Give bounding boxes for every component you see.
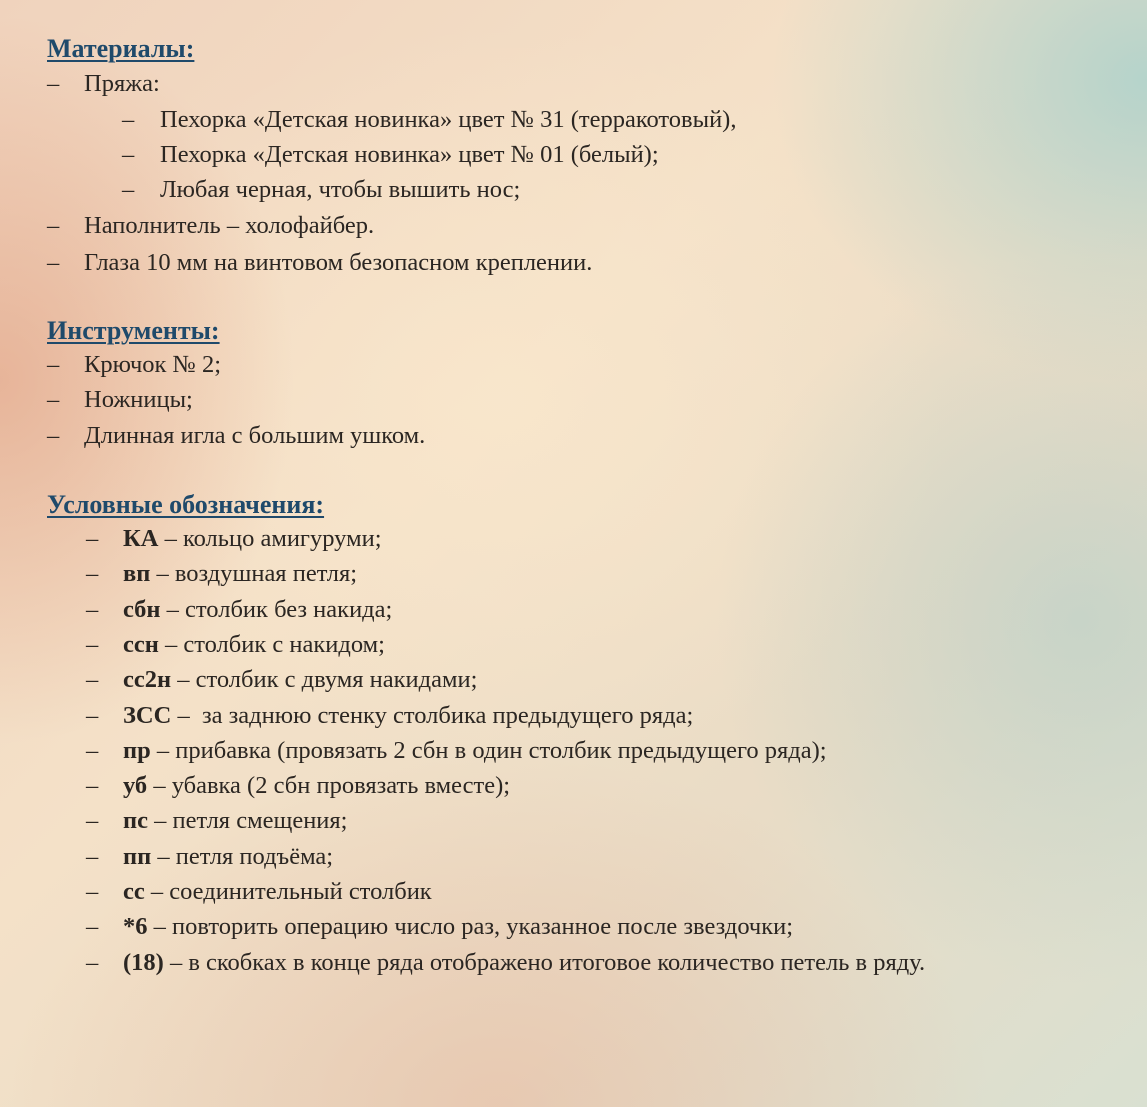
bullet-dash: – bbox=[86, 949, 99, 976]
bullet-dash: – bbox=[86, 560, 99, 587]
legend-description: – столбик с накидом; bbox=[158, 631, 385, 658]
legend-description: – за заднюю стенку столбика предыдущего ряда; bbox=[171, 702, 694, 729]
legend-item-text bbox=[123, 630, 385, 660]
bullet-dash: – bbox=[122, 176, 135, 203]
bullet-dash: – bbox=[86, 702, 99, 729]
legend-item-text bbox=[123, 701, 693, 731]
item-text: Пряжа: bbox=[84, 70, 160, 97]
legend-term: сс2н bbox=[123, 666, 172, 693]
item-text: Наполнитель – холофайбер. bbox=[84, 212, 375, 239]
legend-description: – столбик с двумя накидами; bbox=[171, 666, 478, 693]
item-text: Любая черная, чтобы вышить нос; bbox=[160, 176, 521, 203]
legend-term: пс bbox=[123, 807, 148, 834]
item-text: Пехорка «Детская новинка» цвет № 01 (белый); bbox=[160, 141, 659, 168]
legend-term: ссн bbox=[123, 631, 159, 658]
legend-description: – воздушная петля; bbox=[150, 560, 358, 587]
bullet-dash: – bbox=[86, 666, 99, 693]
legend-term: пп bbox=[123, 843, 152, 870]
legend-item-text bbox=[123, 665, 477, 695]
tools-heading: Инструменты: bbox=[47, 316, 220, 345]
bullet-dash: – bbox=[86, 737, 99, 764]
legend-term: сбн bbox=[123, 596, 161, 623]
legend-item-text bbox=[123, 806, 348, 836]
legend-term: уб bbox=[123, 772, 148, 799]
legend-item-text bbox=[123, 736, 827, 766]
bullet-dash: – bbox=[47, 422, 60, 449]
bullet-dash: – bbox=[86, 596, 99, 623]
legend-term: КА bbox=[123, 525, 159, 552]
legend-description: – столбик без накида; bbox=[160, 596, 393, 623]
legend-term: сс bbox=[123, 878, 145, 905]
item-text: Крючок № 2; bbox=[84, 351, 222, 378]
bullet-dash: – bbox=[122, 106, 135, 133]
item-text: Длинная игла с большим ушком. bbox=[84, 422, 426, 449]
legend-heading: Условные обозначения: bbox=[47, 490, 325, 519]
legend-description: – повторить операцию число раз, указанное после звездочки; bbox=[147, 913, 794, 940]
legend-description: – соединительный столбик bbox=[144, 878, 432, 905]
legend-description: – убавка (2 сбн провязать вместе); bbox=[147, 772, 511, 799]
bullet-dash: – bbox=[47, 70, 60, 97]
legend-term: ЗСС bbox=[123, 702, 172, 729]
item-text: Ножницы; bbox=[84, 386, 193, 413]
bullet-dash: – bbox=[86, 878, 99, 905]
materials-heading: Материалы: bbox=[47, 34, 195, 63]
legend-item-text bbox=[123, 842, 333, 872]
bullet-dash: – bbox=[86, 525, 99, 552]
legend-item-text bbox=[123, 948, 925, 978]
legend-term: *6 bbox=[123, 913, 148, 940]
bullet-dash: – bbox=[86, 807, 99, 834]
legend-term: (18) bbox=[123, 949, 164, 976]
bullet-dash: – bbox=[47, 386, 60, 413]
legend-item-text bbox=[123, 595, 392, 625]
legend-description: – кольцо амигуруми; bbox=[158, 525, 382, 552]
bullet-dash: – bbox=[86, 772, 99, 799]
legend-description: – в скобках в конце ряда отображено итоговое количество петель в ряду. bbox=[163, 949, 926, 976]
legend-term: вп bbox=[123, 560, 151, 587]
legend-description: – прибавка (провязать 2 сбн в один столбик предыдущего ряда); bbox=[150, 737, 827, 764]
legend-description: – петля подъёма; bbox=[151, 843, 334, 870]
legend-item-text bbox=[123, 877, 432, 907]
legend-item-text bbox=[123, 559, 357, 589]
bullet-dash: – bbox=[47, 249, 60, 276]
bullet-dash: – bbox=[122, 141, 135, 168]
legend-item-text bbox=[123, 524, 382, 554]
item-text: Пехорка «Детская новинка» цвет № 31 (терракотовый), bbox=[160, 106, 737, 133]
bullet-dash: – bbox=[47, 351, 60, 378]
legend-description: – петля смещения; bbox=[148, 807, 348, 834]
bullet-dash: – bbox=[86, 843, 99, 870]
item-text: Глаза 10 мм на винтовом безопасном креплении. bbox=[84, 249, 593, 276]
bullet-dash: – bbox=[47, 212, 60, 239]
legend-term: пр bbox=[123, 737, 151, 764]
bullet-dash: – bbox=[86, 631, 99, 658]
legend-item-text bbox=[123, 912, 793, 942]
legend-item-text bbox=[123, 771, 510, 801]
bullet-dash: – bbox=[86, 913, 99, 940]
